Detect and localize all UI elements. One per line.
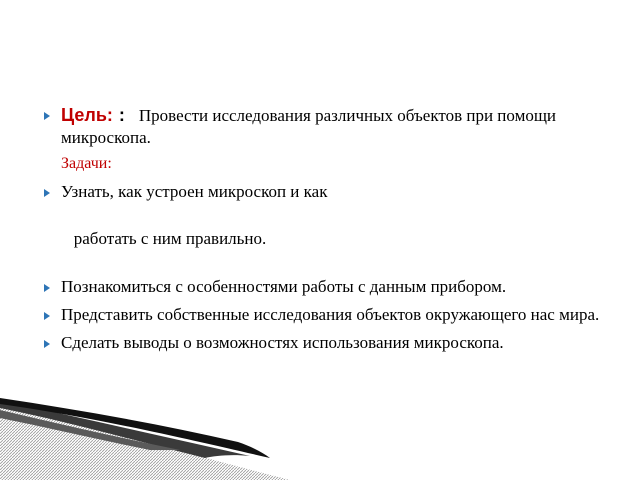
slide-content (44, 104, 614, 354)
task-4-text: Сделать выводы о возможностях использования микроскопа. (61, 333, 504, 352)
task-item-1-continuation (44, 206, 614, 272)
task-item-1 (44, 181, 614, 203)
task-item-3 (44, 304, 614, 326)
task-3-text: Представить собственные исследования объектов окружающего нас мира. (61, 305, 600, 324)
triangle-bullet-icon (44, 189, 50, 197)
goal-text: Провести исследования различных объектов при помощи микроскопа. (61, 106, 557, 147)
triangle-bullet-icon (44, 284, 50, 292)
tasks-heading-item (44, 153, 614, 175)
goal-label: Цель: (61, 105, 113, 125)
triangle-bullet-icon (44, 340, 50, 348)
task-1-text: Узнать, как устроен микроскоп и как (61, 182, 328, 201)
task-1-continuation-text: работать с ним правильно. (69, 229, 267, 248)
triangle-bullet-icon (44, 312, 50, 320)
task-item-4 (44, 332, 614, 354)
task-2-text: Познакомиться с особенностями работы с данным прибором. (61, 277, 507, 296)
triangle-bullet-icon (44, 112, 50, 120)
tasks-label: Задачи: (61, 155, 112, 172)
task-item-2 (44, 276, 614, 298)
decorative-swoosh (0, 380, 640, 480)
goal-colon: : (118, 105, 125, 125)
goal-item (44, 104, 614, 149)
